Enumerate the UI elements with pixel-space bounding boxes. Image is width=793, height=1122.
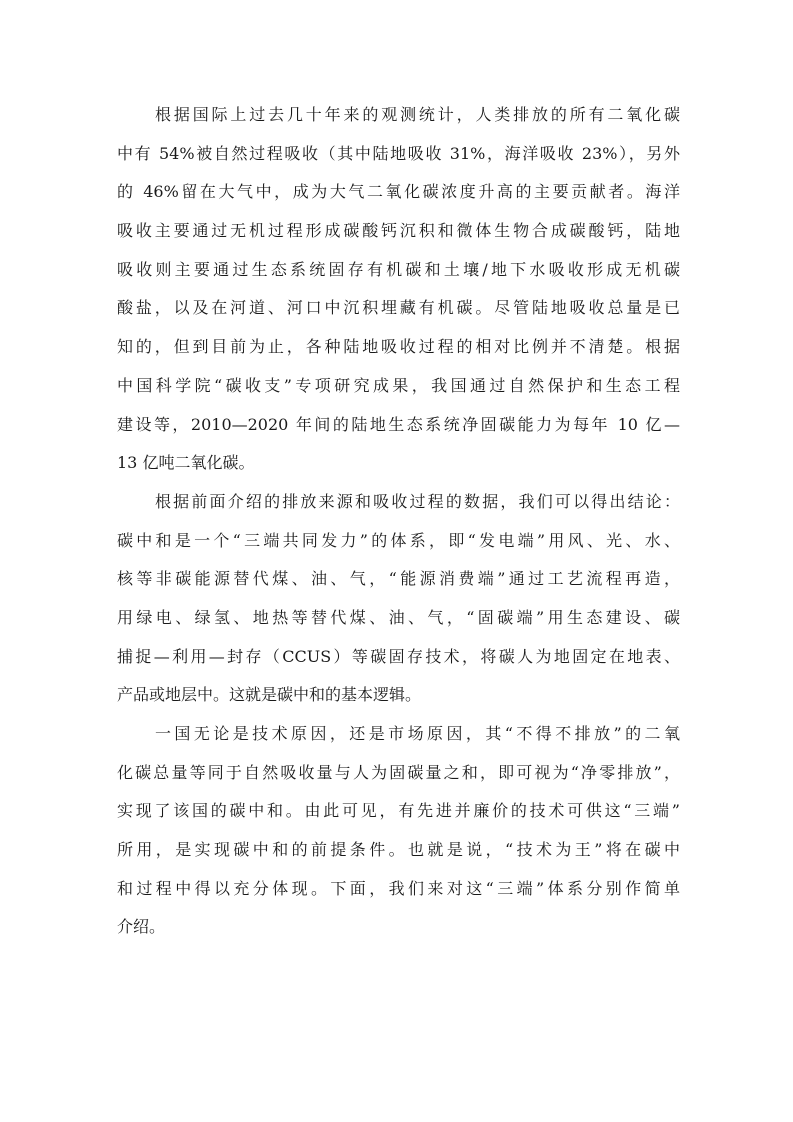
text-line: 中国科学院“碳收支”专项研究成果，我国通过自然保护和生态工程 [117, 375, 680, 395]
text-line: 一国无论是技术原因，还是市场原因，其“不得不排放”的二氧 [155, 724, 680, 743]
paragraph-carbon-absorption [117, 96, 680, 483]
text-line: 捕捉—利用—封存（CCUS）等碳固存技术，将碳人为地固定在地表、 [117, 646, 680, 666]
text-line: 13 亿吨二氧化碳。 [117, 453, 255, 473]
text-line: 化碳总量等同于自然吸收量与人为固碳量之和，即可视为“净零排放”， [117, 762, 680, 782]
text-line: 建设等，2010—2020 年间的陆地生态系统净固碳能力为每年 10 亿— [117, 414, 680, 434]
text-line: 吸收则主要通过生态系统固存有机碳和土壤/地下水吸收形成无机碳 [117, 259, 680, 279]
text-line: 的 46%留在大气中，成为大气二氧化碳浓度升高的主要贡献者。海洋 [117, 182, 680, 202]
document-body [117, 96, 680, 947]
text-line: 介绍。 [117, 917, 166, 937]
text-line: 用绿电、绿氢、地热等替代煤、油、气，“固碳端”用生态建设、碳 [117, 607, 680, 627]
text-line: 吸收主要通过无机过程形成碳酸钙沉积和微体生物合成碳酸钙，陆地 [117, 221, 680, 241]
text-line: 所用，是实现碳中和的前提条件。也就是说，“技术为王”将在碳中 [117, 840, 680, 860]
text-line: 碳中和是一个“三端共同发力”的体系，即“发电端”用风、光、水、 [117, 530, 680, 550]
text-line: 知的，但到目前为止，各种陆地吸收过程的相对比例并不清楚。根据 [117, 337, 680, 357]
text-line: 酸盐，以及在河道、河口中沉积埋藏有机碳。尽管陆地吸收总量是已 [117, 298, 680, 318]
text-line: 和过程中得以充分体现。下面，我们来对这“三端”体系分别作简单 [117, 878, 680, 898]
paragraph-technology-first [117, 715, 680, 947]
paragraph-three-ends-logic [117, 483, 680, 715]
text-line: 中有 54%被自然过程吸收（其中陆地吸收 31%，海洋吸收 23%），另外 [117, 143, 680, 163]
text-line: 产品或地层中。这就是碳中和的基本逻辑。 [117, 685, 422, 705]
text-line: 根据国际上过去几十年来的观测统计，人类排放的所有二氧化碳 [155, 105, 680, 124]
text-line: 核等非碳能源替代煤、油、气，“能源消费端”通过工艺流程再造， [117, 569, 680, 589]
text-line: 实现了该国的碳中和。由此可见，有先进并廉价的技术可供这“三端” [117, 801, 680, 821]
text-line: 根据前面介绍的排放来源和吸收过程的数据，我们可以得出结论： [155, 491, 680, 511]
